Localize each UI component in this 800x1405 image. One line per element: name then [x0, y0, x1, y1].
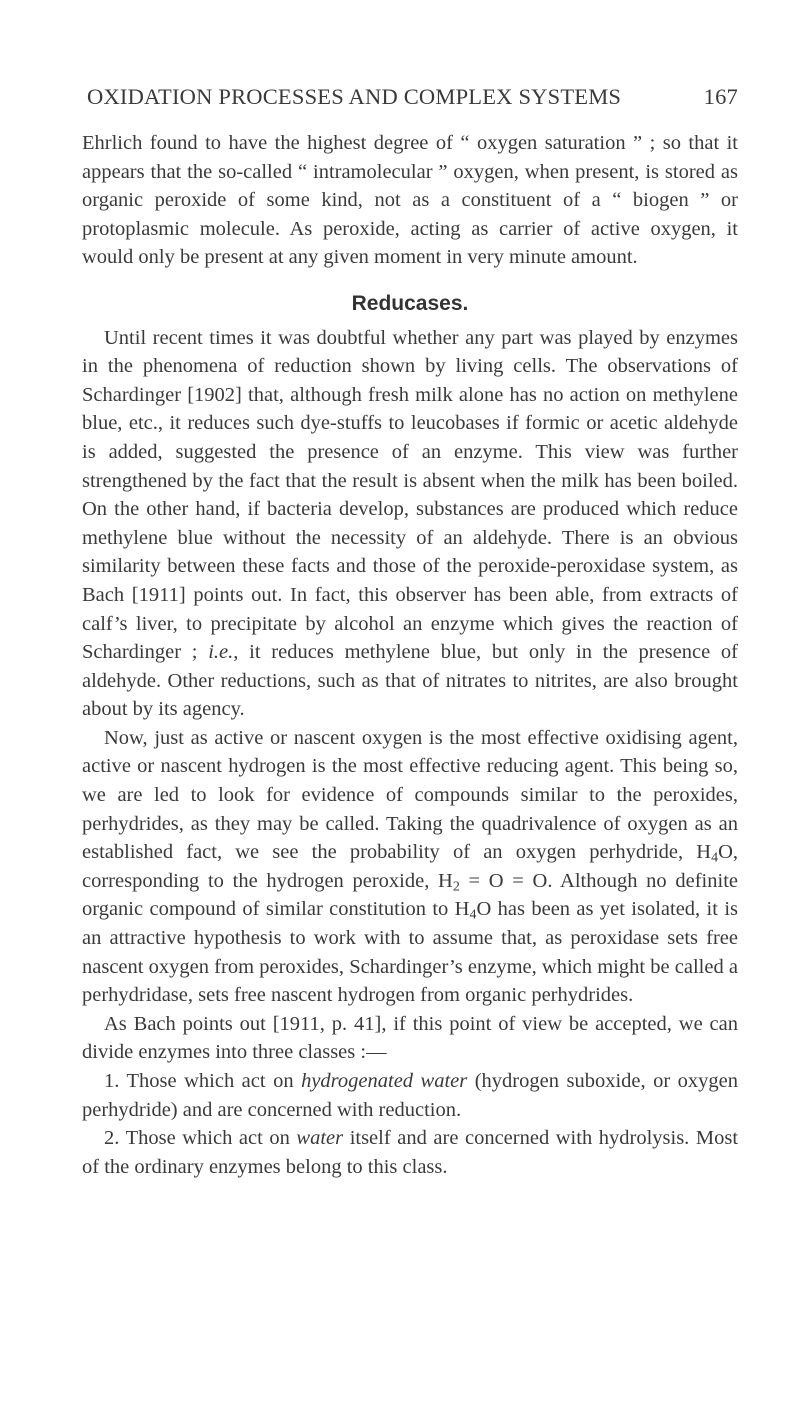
- list-item-text-a: Those which act on: [125, 1127, 290, 1150]
- paragraph-classes: As Bach points out [1911, p. 41], if this point of view be accepted, we can divide enzymes into three classes :—: [82, 1012, 738, 1064]
- paragraph-reducases: [82, 324, 738, 724]
- paragraph-hydrogen-text-c: = O = O. Although no definite organic compound of similar constitution to H: [82, 869, 738, 921]
- list-item-emphasis: water: [296, 1127, 344, 1150]
- paragraph-hydrogen-text-a: Now, just as active or nascent oxygen is the most effective oxidising agent, active or nascent hydrogen is the most effective reducing agent. This being so, we are led to look for evidence of compounds similar to the peroxides, perhydrides, as they may be called. Taking the quadrivalence of oxygen as an established fact, we see the probability of an oxygen perhydride, H: [82, 726, 738, 864]
- running-head: [82, 84, 738, 114]
- paragraph-hydrogen-text-b: O, corresponding to the hydrogen peroxide, H: [82, 841, 738, 892]
- section-heading: Reducases.: [351, 291, 469, 315]
- subscript-2: 2: [452, 879, 460, 895]
- list-item-text-a: Those which act on: [126, 1070, 294, 1092]
- subscript-4-b: 4: [469, 907, 477, 923]
- running-head-title: OXIDATION PROCESSES AND COMPLEX SYSTEMS: [87, 84, 622, 109]
- paragraph-reducases-text-a: Until recent times it was doubtful whether any part was played by enzymes in the phenomena of reduction shown by living cells. The observations of Schardinger [1902] that, although fresh milk alone has no action on methylene blue, etc., it reduces such dye-stuffs to leucobases if formic or acetic aldehyde is added, suggested the presence of an enzyme. This view was further strengthened by the fact that the result is absent when the milk has been boiled. On the other hand, if bacteria develop, substances are produced which reduce methylene blue without the necessity of an aldehyde. There is an obvious similarity between these facts and those of the peroxide-peroxidase system, as Bach [1911] points out. In fact, this observer has been able, from extracts of calf’s liver, to precipitate by alcohol an enzyme which gives the reaction of Schardinger ;: [82, 326, 738, 664]
- paragraph-reducases-ie: i.e.: [208, 641, 234, 664]
- list-item-number: 1.: [104, 1070, 120, 1092]
- body-text: [82, 129, 738, 1181]
- paragraph-intro: Ehrlich found to have the highest degree of “ oxygen saturation ” ; so that it appears that the so-called “ intramolecular ” oxygen, when present, is stored as organic peroxide of some kind, not as a constituent of a “ biogen ” or protoplasmic molecule. As peroxide, acting as carrier of active oxygen, it would only be present at any given moment in very minute amount.: [82, 132, 738, 269]
- page-number: 167: [703, 84, 738, 109]
- paragraph-hydrogen-text-d: O has been as yet isolated, it is an attractive hypothesis to work with to assume that, as peroxidase sets free nascent oxygen from peroxides, Schardinger’s enzyme, which might be called a perhydridase, sets free nascent hydrogen from organic perhydrides.: [82, 898, 738, 1007]
- subscript-4-a: 4: [711, 850, 719, 866]
- paragraph-reducases-text-b: , it reduces methylene blue, but only in the presence of aldehyde. Other reductions, such as that of nitrates to nitrites, are also brought about by its agency.: [82, 641, 739, 721]
- list-item-text-b: (hydrogen suboxide, or oxygen perhydride) and are concerned with reduction.: [82, 1070, 739, 1121]
- list-item-number: 2.: [104, 1127, 120, 1150]
- list-item-class-1: [82, 1067, 738, 1124]
- list-item-emphasis: hydrogenated water: [301, 1070, 468, 1092]
- list-item-class-2: [82, 1124, 738, 1181]
- paragraph-hydrogen: [82, 724, 738, 1010]
- book-page: [82, 84, 738, 1181]
- list-item-text-b: itself and are concerned with hydrolysis. Most of the ordinary enzymes belong to this class.: [82, 1127, 739, 1178]
